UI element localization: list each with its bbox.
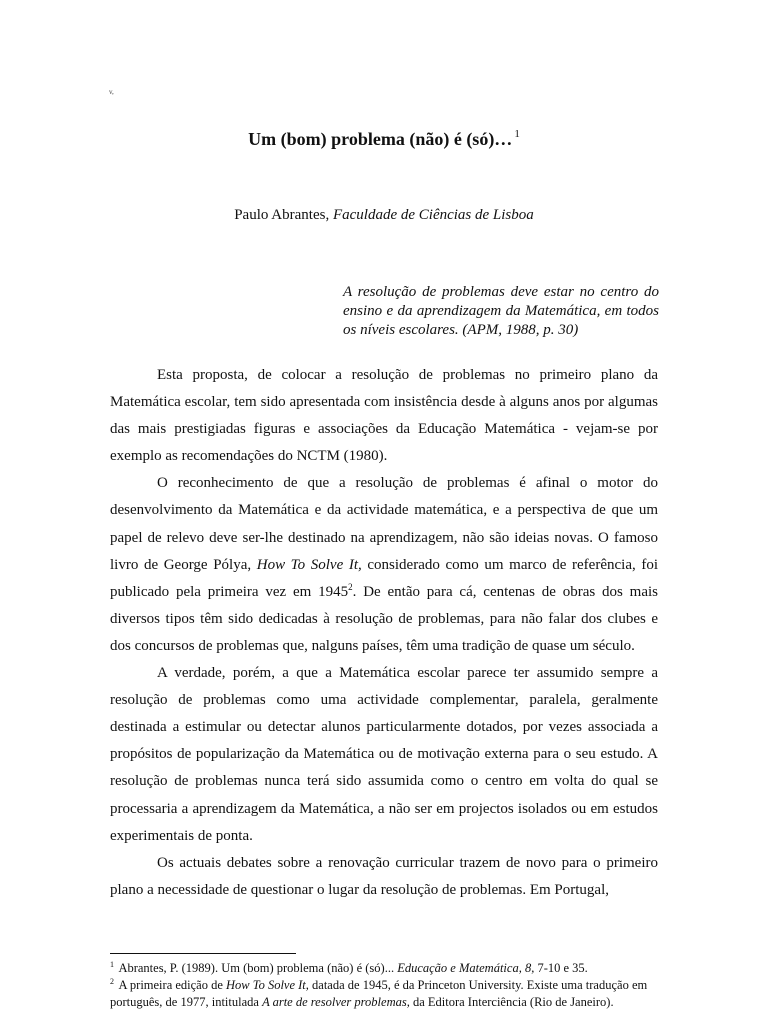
text-span: Abrantes, P. (1989). Um (bom) problema (não) é (só)... (118, 961, 398, 975)
text-span: datada de 1945, é da Princeton University. Existe uma tradução em português, de 1977, intitulada (110, 978, 648, 1009)
body-paragraph (110, 660, 658, 850)
page-mark: v, (109, 88, 114, 96)
body-paragraph (110, 470, 658, 660)
article-title (0, 128, 768, 150)
author-affiliation: Faculdade de Ciências de Lisboa (332, 207, 534, 223)
footnote-divider (110, 953, 296, 954)
italic-span: A arte de resolver problemas, (262, 995, 410, 1009)
italic-span: How To Solve It, (256, 556, 362, 573)
italic-span: How To Solve It, (226, 978, 309, 992)
text-span: Os actuais debates sobre a renovação curricular trazem de novo para o primeiro plano a necessidade de questionar o lugar da resolução de problemas. Em Portugal, (110, 854, 658, 898)
text-span: A primeira edição de (118, 978, 227, 992)
text-span: A verdade, porém, a que a Matemática escolar parece ter assumido sempre a resolução de problemas como uma actividade complementar, paralela, geralmente destinada a estimular ou detectar alunos particularmente dotados, por vezes associada a propósitos de popularização da Matemática ou de motivação externa para o seu estudo. A resolução de problemas nunca terá sido assumida como o centro em volta do qual se processaria a aprendizagem da Matemática, a não ser em projectos isolados ou em estudos experimentais de ponta. (110, 665, 658, 844)
author-line (0, 207, 768, 224)
title-footnote-ref: 1 (514, 128, 520, 140)
footnote-ref: 2 (348, 581, 353, 592)
footnote-number: 1 (110, 960, 114, 969)
italic-span: Educação e Matemática, 8, (397, 961, 535, 975)
text-span: 7-10 e 35. (534, 961, 588, 975)
footnote (110, 977, 658, 1011)
footnote (110, 960, 658, 977)
body-paragraph (110, 362, 658, 470)
body-paragraph (110, 850, 658, 904)
text-span: considerado como um marco de referência, foi publicado pela primeira vez em 1945 (110, 556, 658, 600)
title-text: Um (bom) problema (não) é (só)… (248, 129, 513, 149)
text-span: . De então para cá, centenas de obras dos mais diversos tipos têm sido dedicadas à resolução de problemas, para não falar dos clubes e dos concursos de problemas que, nalguns países, têm uma tradição de quase um século. (110, 583, 658, 654)
footnotes (110, 960, 658, 1011)
text-span: da Editora Interciência (Rio de Janeiro). (409, 995, 614, 1009)
footnote-number: 2 (110, 977, 114, 986)
text-span: Esta proposta, de colocar a resolução de problemas no primeiro plano da Matemática escolar, tem sido apresentada com insistência desde à alguns anos por algumas das mais prestigiadas figuras e associações da Educação Matemática - vejam-se por exemplo as recomendações do NCTM (1980). (110, 367, 658, 465)
article-body (110, 362, 658, 904)
epigraph-quote: A resolução de problemas deve estar no centro do ensino e da aprendizagem da Matemática, em todos os níveis escolares. (APM, 1988, p. 30) (343, 284, 659, 338)
author-name: Paulo Abrantes, (234, 207, 330, 223)
text-span: O reconhecimento de que a resolução de problemas é afinal o motor do desenvolvimento da Matemática e da actividade matemática, e a perspectiva de que um papel de relevo deve ser-lhe destinado na aprendizagem, não são ideias novas. O famoso livro de George Pólya, (110, 475, 658, 573)
